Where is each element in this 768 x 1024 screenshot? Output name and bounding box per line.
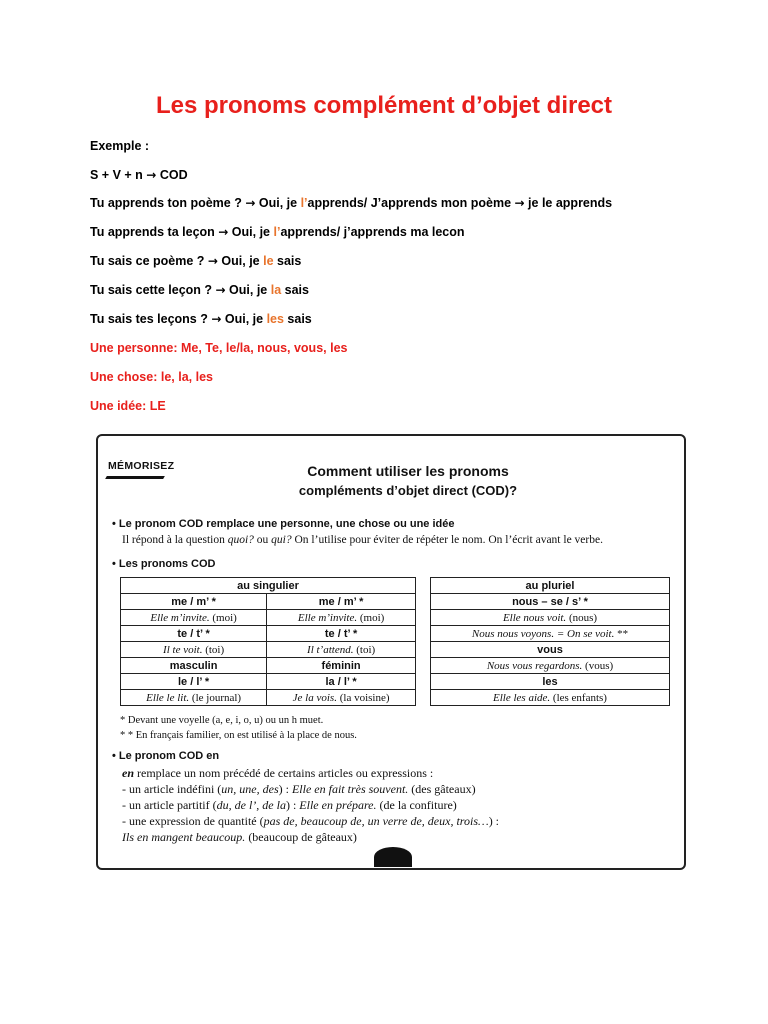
- arrow-icon: →: [207, 254, 218, 268]
- section-head-pronoms: • Les pronoms COD: [112, 558, 216, 570]
- plural-header: au pluriel: [431, 578, 670, 594]
- table-cell: féminin: [267, 658, 416, 674]
- example: Il te voit.: [163, 643, 203, 656]
- en-line-1: [122, 766, 433, 781]
- example-line-4: [90, 283, 309, 297]
- table-cell: te / t’ *: [121, 626, 267, 642]
- text: remplace un nom précédé de certains articles ou expressions :: [134, 766, 434, 780]
- line-text: sais: [273, 254, 302, 268]
- note: (moi): [357, 611, 385, 624]
- text: - une expression de quantité (: [122, 814, 264, 828]
- line-text: sais: [283, 312, 312, 326]
- arrow-icon: →: [218, 225, 229, 239]
- text: du, de l’, de la: [216, 798, 286, 812]
- note: (moi): [209, 611, 237, 624]
- text: en: [122, 766, 134, 780]
- text: Ils en mangent beaucoup.: [122, 830, 246, 844]
- text: Elle en fait très souvent.: [291, 782, 409, 796]
- table-cell: la / l’ *: [267, 674, 416, 690]
- singular-header: au singulier: [121, 578, 416, 594]
- line-text: Tu apprends ton poème ?: [90, 196, 246, 210]
- pronoun-highlight: les: [266, 312, 284, 326]
- table-cell: me / m’ *: [267, 594, 416, 610]
- table-cell: [431, 626, 670, 642]
- line-text: sais: [281, 283, 309, 297]
- line-text: Tu sais tes leçons ?: [90, 312, 212, 326]
- table-cell: [267, 610, 416, 626]
- en-line-2: [122, 782, 476, 797]
- text: quoi?: [227, 534, 254, 546]
- text: On l’utilise pour éviter de répéter le nom. On l’écrit avant le verbe.: [291, 534, 603, 546]
- line-text: Tu sais cette leçon ?: [90, 283, 216, 297]
- memorisez-underline: [105, 476, 165, 479]
- note: **: [614, 627, 629, 640]
- arrow-icon: →: [146, 168, 157, 182]
- box-title: [258, 462, 558, 500]
- text: pas de, beaucoup de, un verre de, deux, trois…: [263, 814, 489, 828]
- page-title: Les pronoms complément d’objet direct: [155, 92, 613, 119]
- table-cell: [431, 658, 670, 674]
- arrow-icon: →: [215, 283, 226, 297]
- text: ) :: [285, 798, 300, 812]
- example: Elle les aide.: [493, 691, 551, 704]
- rule-personne: Une personne: Me, Te, le/la, nous, vous, les: [90, 341, 348, 355]
- line-text: apprends/ j’apprends ma lecon: [280, 225, 465, 239]
- table-cell: te / t’ *: [267, 626, 416, 642]
- formula-line: [90, 168, 188, 182]
- table-cell: [121, 642, 267, 658]
- box-title-line-1: Comment utiliser les pronoms: [307, 463, 509, 479]
- section-text-remplace: [122, 534, 603, 546]
- section-head-remplace: • Le pronom COD remplace une personne, une chose ou une idée: [112, 518, 455, 530]
- table-cell: masculin: [121, 658, 267, 674]
- table-cell: le / l’ *: [121, 674, 267, 690]
- example: Elle le lit.: [146, 691, 190, 704]
- table-cell: les: [431, 674, 670, 690]
- rule-chose: Une chose: le, la, les: [90, 370, 213, 384]
- table-cell: [267, 690, 416, 706]
- table-cell: [121, 610, 267, 626]
- table-cell: me / m’ *: [121, 594, 267, 610]
- text: Il répond à la question: [122, 534, 228, 546]
- line-text: Tu sais ce poème ?: [90, 254, 208, 268]
- line-text: Oui, je: [217, 254, 264, 268]
- formula-text: S + V + n: [90, 168, 147, 182]
- note: (nous): [566, 611, 598, 624]
- text: Elle en prépare.: [299, 798, 377, 812]
- footnote-2: * * En français familier, on est utilisé à la place de nous.: [120, 730, 357, 741]
- text: un, une, des: [221, 782, 279, 796]
- text: (des gâteaux): [408, 782, 476, 796]
- section-head-en: • Le pronom COD en: [112, 750, 220, 762]
- en-line-4: [122, 814, 499, 829]
- text: ) :: [278, 782, 292, 796]
- line-text: je le apprends: [524, 196, 613, 210]
- pronoun-highlight: la: [270, 283, 282, 297]
- line-text: apprends/ J’apprends mon poème: [307, 196, 515, 210]
- example: Elle nous voit.: [502, 611, 567, 624]
- example-line-2: [90, 225, 465, 239]
- note: (la voisine): [336, 691, 390, 704]
- text: - un article indéfini (: [122, 782, 222, 796]
- rule-idee: Une idée: LE: [90, 399, 166, 413]
- box-title-line-2: compléments d’objet direct (COD)?: [298, 483, 518, 498]
- text: (beaucoup de gâteaux): [245, 830, 357, 844]
- note: (toi): [202, 643, 225, 656]
- en-line-3: [122, 798, 457, 813]
- note: (le journal): [189, 691, 242, 704]
- example: Je la vois.: [292, 691, 337, 704]
- pronoun-highlight: l’: [273, 225, 281, 239]
- line-text: Oui, je: [225, 283, 271, 297]
- example: Nous nous voyons. = On se voit.: [471, 627, 615, 640]
- text: ou: [253, 534, 272, 546]
- pronoun-highlight: l’: [300, 196, 308, 210]
- line-text: Oui, je: [255, 196, 301, 210]
- table-cell: vous: [431, 642, 670, 658]
- scanned-grammar-box: [96, 434, 686, 870]
- formula-text-end: COD: [156, 168, 188, 182]
- plural-table: [430, 577, 670, 706]
- example-line-1: [90, 196, 612, 210]
- table-cell: nous – se / s’ *: [431, 594, 670, 610]
- table-cell: [121, 690, 267, 706]
- example-line-3: [90, 254, 301, 268]
- arrow-icon: →: [211, 312, 222, 326]
- line-text: Oui, je: [228, 225, 274, 239]
- binding-mark: [374, 847, 412, 867]
- example: Il t’attend.: [307, 643, 354, 656]
- example-label: Exemple :: [90, 139, 150, 153]
- text: - un article partitif (: [122, 798, 217, 812]
- singular-table: [120, 577, 416, 706]
- example: Elle m’invite.: [297, 611, 358, 624]
- table-cell: [431, 690, 670, 706]
- note: (vous): [582, 659, 614, 672]
- footnote-1: * Devant une voyelle (a, e, i, o, u) ou un h muet.: [120, 715, 324, 726]
- example: Elle m’invite.: [150, 611, 210, 624]
- text: ) :: [488, 814, 500, 828]
- text: (de la confiture): [376, 798, 457, 812]
- table-cell: [431, 610, 670, 626]
- line-text: Tu apprends ta leçon: [90, 225, 219, 239]
- example: Nous vous regardons.: [486, 659, 583, 672]
- line-text: Oui, je: [221, 312, 267, 326]
- text: qui?: [271, 534, 292, 546]
- pronoun-highlight: le: [263, 254, 274, 268]
- en-line-5: [122, 830, 357, 845]
- arrow-icon: →: [245, 196, 256, 210]
- note: (toi): [353, 643, 376, 656]
- arrow-icon: →: [514, 196, 525, 210]
- memorisez-label: MÉMORISEZ: [108, 460, 175, 472]
- table-cell: [267, 642, 416, 658]
- example-line-5: [90, 312, 312, 326]
- note: (les enfants): [550, 691, 607, 704]
